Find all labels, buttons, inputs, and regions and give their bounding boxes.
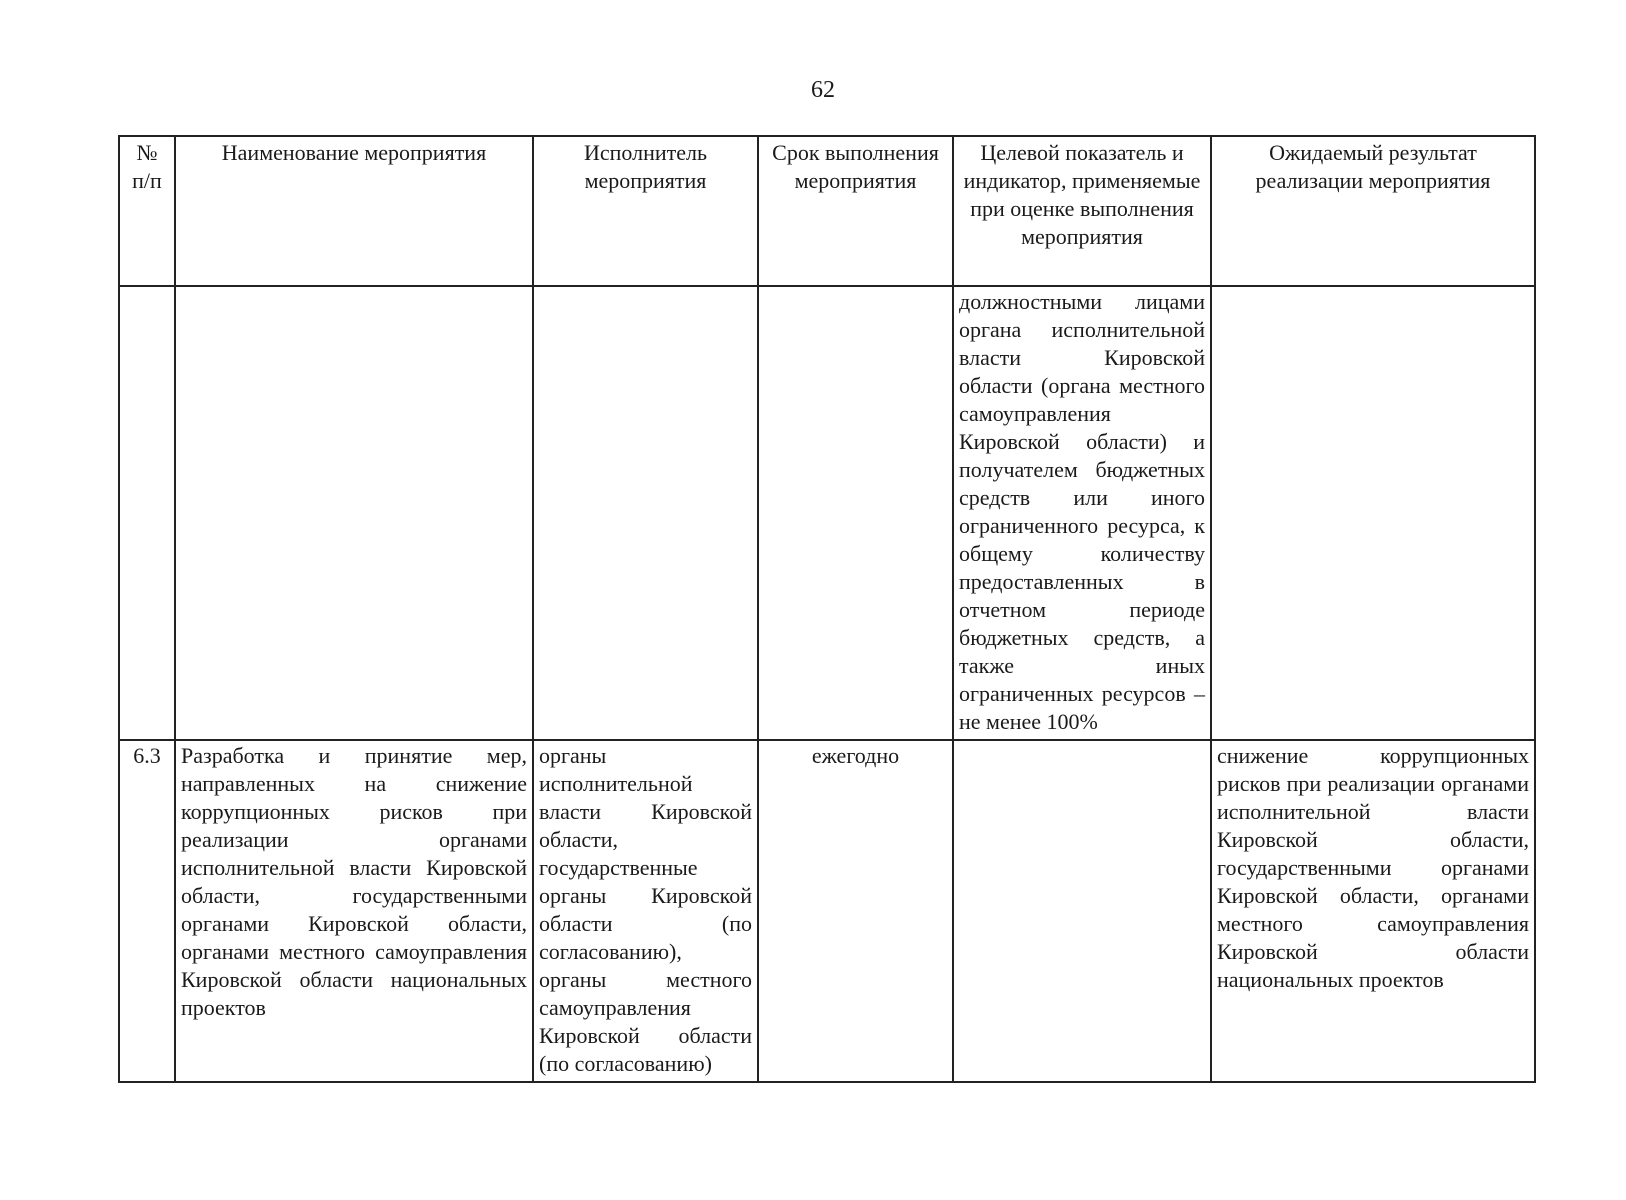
cell-name: Разработка и принятие мер, направленных на снижение коррупционных рисков при реализации органами исполнительной власти Кировской области, государственными органами Кировской области, органами местного самоуправления Кировской области национальных проектов	[175, 740, 533, 1082]
cell-executor: органы исполнительной власти Кировской области, государственные органы Кировской области (по согласованию), органы местного самоуправления Кировской области (по согласованию)	[533, 740, 758, 1082]
header-num: № п/п	[119, 136, 175, 286]
cell-indicator	[953, 740, 1211, 1082]
cell-num: 6.3	[119, 740, 175, 1082]
table-row	[119, 286, 1535, 740]
table-header-row	[119, 136, 1535, 286]
header-deadline: Срок выполнения мероприятия	[758, 136, 953, 286]
cell-deadline	[758, 286, 953, 740]
header-executor: Исполнитель мероприятия	[533, 136, 758, 286]
header-name: Наименование мероприятия	[175, 136, 533, 286]
cell-executor	[533, 286, 758, 740]
cell-result: снижение коррупционных рисков при реализации органами исполнительной власти Кировской области, государственными органами Кировской области, органами местного самоуправления Кировской области национальных проектов	[1211, 740, 1535, 1082]
cell-deadline: ежегодно	[758, 740, 953, 1082]
measures-table	[118, 135, 1536, 1083]
page-number: 62	[811, 77, 835, 103]
table-row	[119, 740, 1535, 1082]
header-result: Ожидаемый результат реализации мероприятия	[1211, 136, 1535, 286]
cell-num	[119, 286, 175, 740]
header-indicator: Целевой показатель и индикатор, применяемые при оценке выполнения мероприятия	[953, 136, 1211, 286]
cell-result	[1211, 286, 1535, 740]
cell-indicator: должностными лицами органа исполнительной власти Кировской области (органа местного самоуправления Кировской области) и получателем бюджетных средств или иного ограниченного ресурса, к общему количеству предоставленных в отчетном периоде бюджетных средств, а также иных ограниченных ресурсов – не менее 100%	[953, 286, 1211, 740]
cell-name	[175, 286, 533, 740]
